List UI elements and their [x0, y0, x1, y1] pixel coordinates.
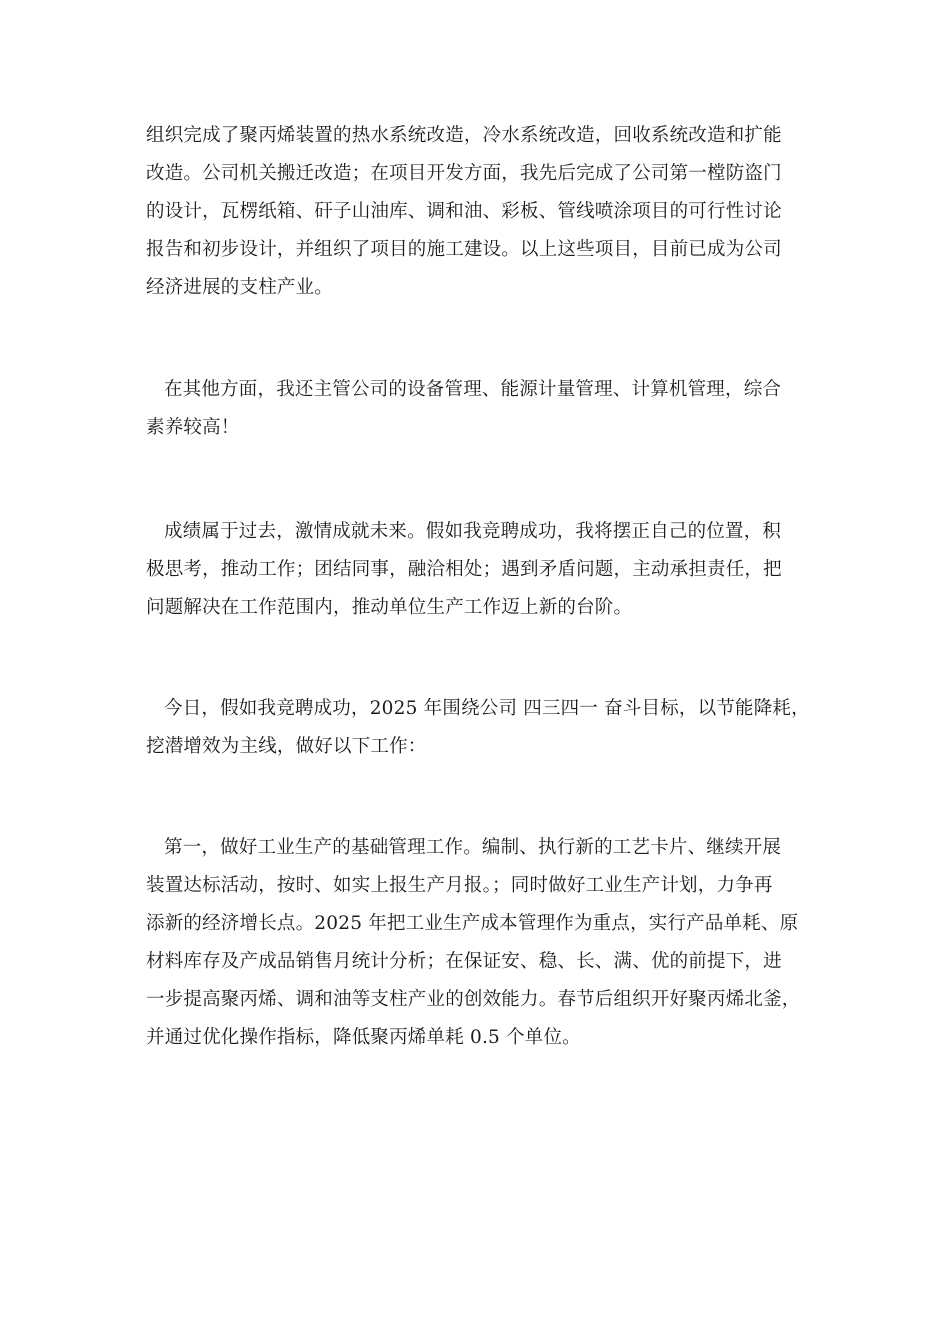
text-line: 添新的经济增长点。2025 年把工业生产成本管理作为重点，实行产品单耗、原 [146, 913, 799, 934]
text-line: 组织完成了聚丙烯装置的热水系统改造，冷水系统改造，回收系统改造和扩能 [146, 125, 782, 146]
text-line: 报告和初步设计，并组织了项目的施工建设。以上这些项目，目前已成为公司 [146, 239, 782, 260]
text-line: 今日，假如我竞聘成功，2025 年围绕公司 四三四一 奋斗目标，以节能降耗， [164, 698, 810, 719]
text-line: 第一，做好工业生产的基础管理工作。编制、执行新的工艺卡片、继续开展 [164, 837, 782, 858]
paragraph-work-plan-intro [146, 690, 810, 766]
paragraph-future-commitment [146, 513, 806, 627]
paragraph-first-task [146, 829, 806, 1057]
text-line: 在其他方面，我还主管公司的设备管理、能源计量管理、计算机管理，综合 [164, 379, 782, 400]
text-line: 问题解决在工作范围内，推动单位生产工作迈上新的台阶。 [146, 597, 633, 618]
text-line: 改造。公司机关搬迁改造；在项目开发方面，我先后完成了公司第一樘防盗门 [146, 163, 782, 184]
text-line: 经济进展的支柱产业。 [146, 277, 334, 298]
text-line: 成绩属于过去，激情成就未来。假如我竞聘成功，我将摆正自己的位置，积 [164, 521, 782, 542]
text-line: 极思考，推动工作；团结同事，融洽相处；遇到矛盾问题，主动承担责任，把 [146, 559, 782, 580]
text-line: 素养较高！ [146, 417, 240, 438]
text-line: 装置达标活动，按时、如实上报生产月报。；同时做好工业生产计划，力争再 [146, 875, 773, 896]
paragraph-other-responsibilities [146, 371, 806, 447]
text-line: 材料库存及产成品销售月统计分析；在保证安、稳、长、满、优的前提下，进 [146, 951, 782, 972]
paragraph-project-achievements [146, 117, 806, 307]
text-line: 一步提高聚丙烯、调和油等支柱产业的创效能力。春节后组织开好聚丙烯北釜， [146, 989, 801, 1010]
text-line: 的设计，瓦楞纸箱、矸子山油库、调和油、彩板、管线喷涂项目的可行性讨论 [146, 201, 782, 222]
text-line: 挖潜增效为主线，做好以下工作： [146, 736, 427, 757]
text-line: 并通过优化操作指标，降低聚丙烯单耗 0.5 个单位。 [146, 1027, 581, 1048]
